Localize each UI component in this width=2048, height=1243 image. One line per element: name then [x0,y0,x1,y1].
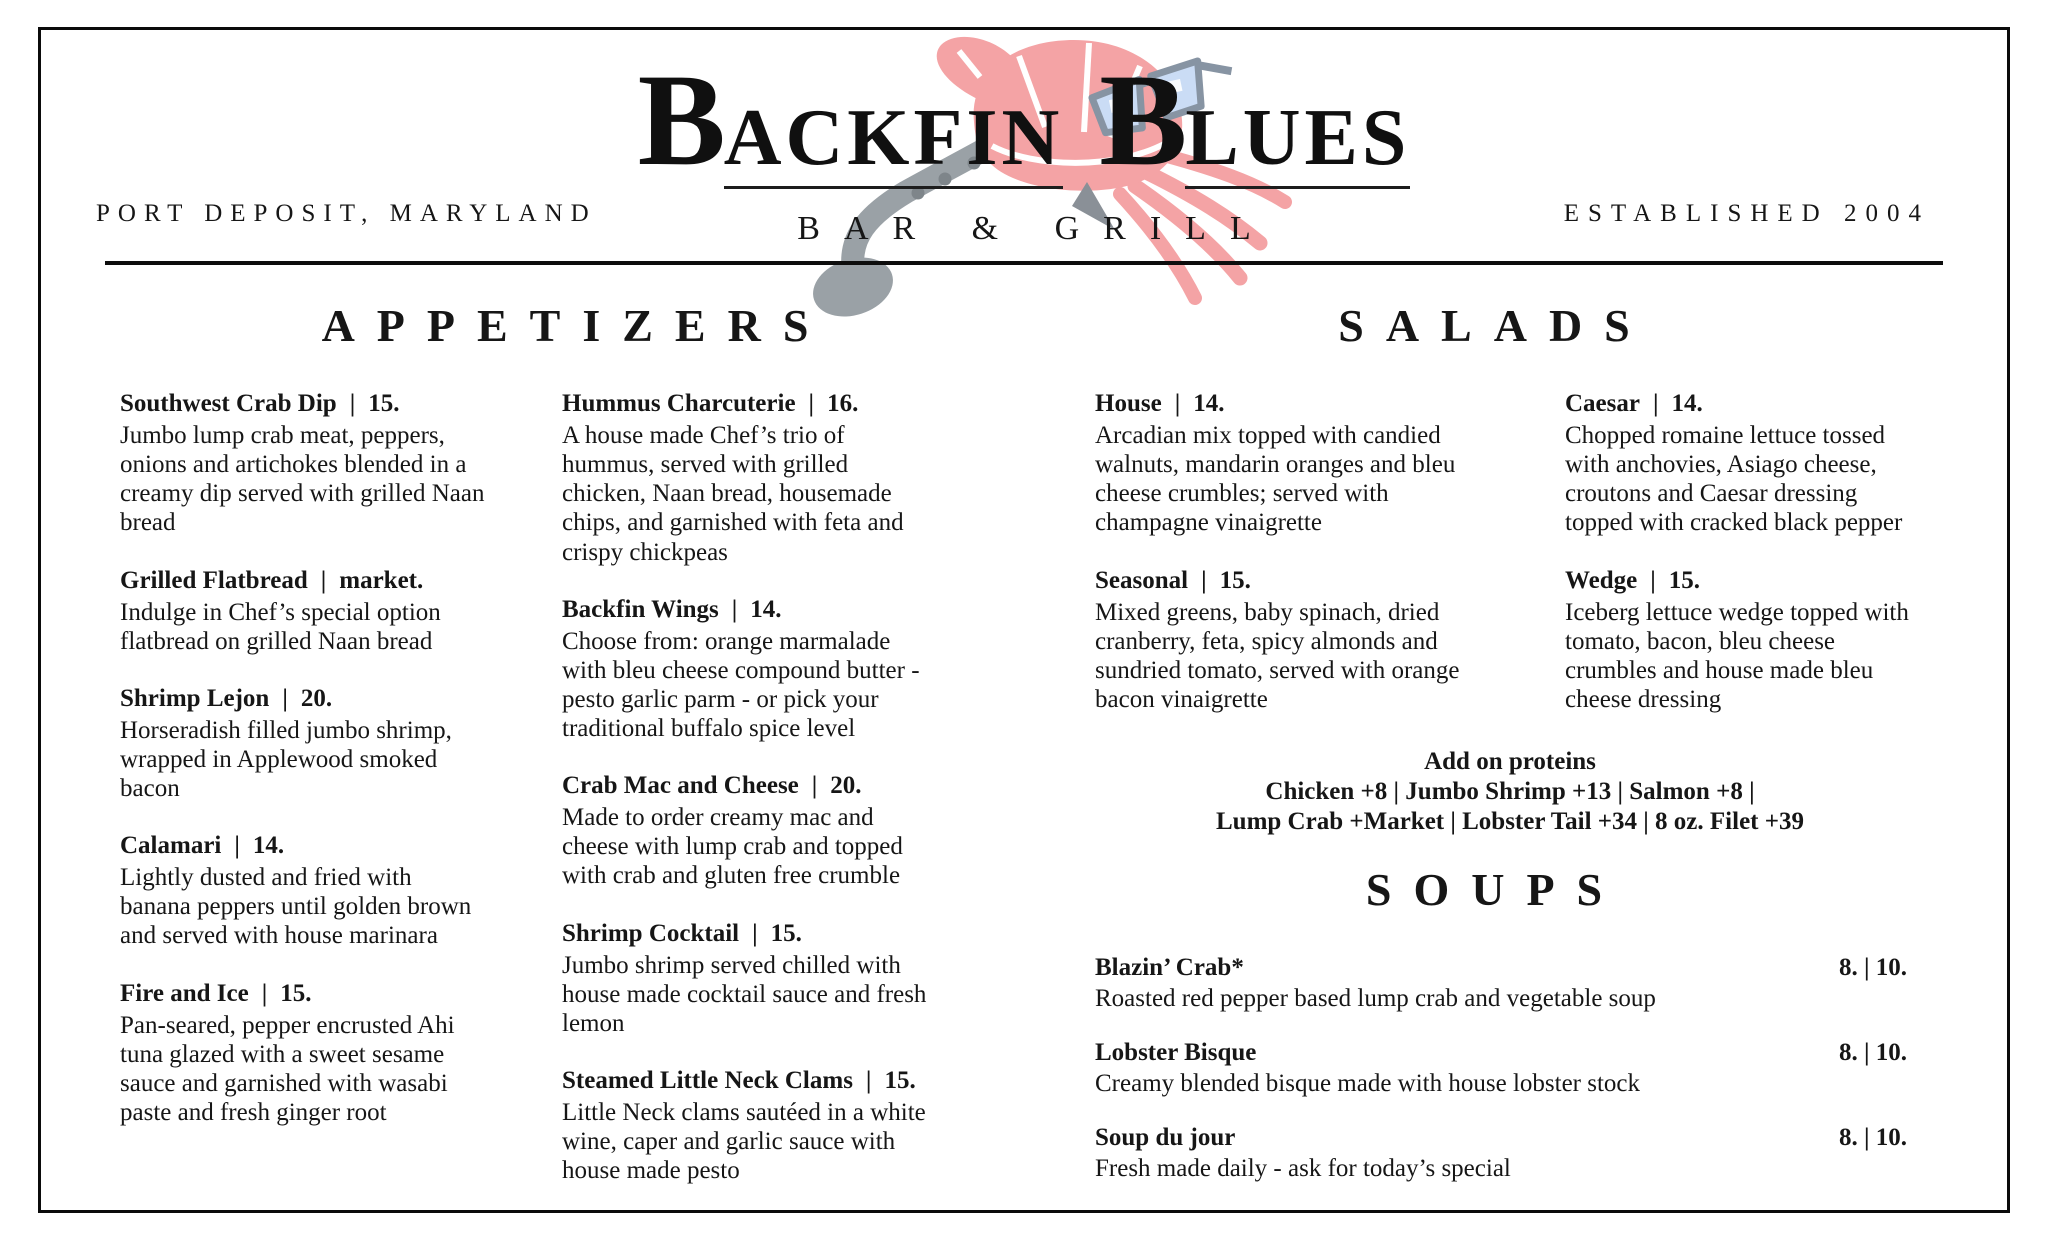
menu-item-separator: | [320,566,327,594]
menu-item-separator: | [234,832,240,860]
menu-item-header [120,832,485,860]
established-text: ESTABLISHED 2004 [1563,200,1930,227]
menu-item [120,980,485,1128]
menu-item-price: market. [339,566,424,594]
menu-item-separator: | [808,390,815,417]
menu-item-name: Crab Mac and Cheese [562,772,799,800]
menu-item-price: 14. [252,832,285,860]
soup-item-name: Blazin’ Crab* [1095,954,1244,981]
menu-item-price: 15. [1668,566,1700,594]
menu-item [1565,567,1910,715]
menu-item [562,390,930,567]
salads-title: SALADS [1338,300,1652,351]
menu-item-header [120,980,485,1008]
soup-item-description: Roasted red pepper based lump crab and vegetable soup [1095,985,1656,1012]
salads-soups-section [1024,285,1944,1209]
logo-word: ACKFIN [724,98,1064,189]
menu-item-separator: | [1174,390,1181,417]
menu-item-separator: | [865,1066,872,1094]
menu-item-description: A house made Chef’s trio of hummus, served with grilled chicken, Naan bread, housemade chips, and garnished with feta and crispy chickpeas [562,422,904,566]
menu-item-description: Indulge in Chef’s special option flatbread on grilled Naan bread [120,598,441,655]
menu-item-header [1095,567,1460,595]
menu-item-price: 15. [368,390,400,417]
menu-item-name: Shrimp Lejon [120,684,270,712]
menu-item-description: Pan-seared, pepper encrusted Ahi tuna glazed with a sweet sesame sauce and garnished with wasabi paste and fresh ginger root [120,1011,455,1126]
menu-item-separator: | [1650,566,1656,594]
appetizers-columns [105,390,1025,1214]
appetizers-column-1 [120,390,485,1214]
menu-item-name: Hummus Charcuterie [562,390,796,417]
soup-item-name: Soup du jour [1095,1124,1236,1151]
menu-item-price: 14. [1671,390,1703,417]
menu-item [1095,390,1460,538]
menu-item-separator: | [349,390,356,417]
menu-item-name: Caesar [1565,390,1640,417]
menu-item-name: Shrimp Cocktail [562,919,740,947]
appetizers-title: APPETIZERS [321,300,831,351]
logo-title [554,46,1494,196]
menu-item-price: 15. [884,1066,916,1094]
menu-item-header [562,1067,930,1095]
menu-item-price: 14. [1193,390,1225,417]
menu-item-header [1565,390,1910,418]
salads-column-1 [1095,390,1460,743]
menu-item [1565,390,1910,538]
logo-letter: B [1099,46,1188,193]
menu-item-description: Horseradish filled jumbo shrimp, wrapped in Applewood smoked bacon [120,716,452,802]
soups-title: SOUPS [1365,864,1625,915]
menu-item-description: Mixed greens, baby spinach, dried cranberry, feta, spicy almonds and sundried tomato, served with orange bacon vinaigrette [1095,598,1460,713]
soups-list [1095,954,1907,1183]
menu-item [120,832,485,950]
menu-item-description: Little Neck clams sautéed in a white wine, caper and garlic sauce with house made pesto [562,1098,926,1185]
menu-item-separator: | [811,772,818,800]
menu-item-header [562,596,930,624]
soup-item-name: Lobster Bisque [1095,1039,1257,1066]
menu-item-header [562,390,930,418]
logo-letter: B [637,46,726,193]
menu-item-name: Backfin Wings [562,595,719,623]
soup-item-price: 8. | 10. [1838,1124,1907,1151]
addon-proteins-title: Add on proteins [1424,748,1596,775]
menu-item-description: Arcadian mix topped with candied walnuts, mandarin oranges and bleu cheese crumbles; served with champagne vinaigrette [1095,422,1456,537]
appetizers-column-2 [562,390,930,1214]
menu-item-name: Steamed Little Neck Clams [562,1066,853,1094]
menu-item-separator: | [1201,566,1207,594]
soup-item-header [1095,954,1907,982]
menu-item-price: 15. [1219,566,1251,594]
menu-item-separator: | [282,684,288,712]
menu-item-name: Southwest Crab Dip [120,390,337,417]
menu-item-header [562,920,930,948]
menu-item [120,390,485,538]
menu-item-description: Chopped romaine lettuce tossed with anchovies, Asiago cheese, croutons and Caesar dressing topped with cracked black pepper [1565,422,1903,537]
soup-item [1095,1039,1907,1098]
soup-item-price: 8. | 10. [1838,1039,1907,1066]
appetizers-section [105,285,1025,1214]
menu-item [120,567,485,656]
menu-item-price: 16. [827,390,859,417]
menu-item-separator: | [1652,390,1659,417]
menu-item [1095,567,1460,715]
menu-item [562,772,930,890]
menu-item-header [1095,390,1460,418]
salads-columns [1024,390,1944,743]
menu-item-header [120,685,485,713]
header-divider [105,261,1943,265]
soup-item-header [1095,1124,1907,1152]
menu-item [562,920,930,1038]
addon-proteins-line: Chicken +8 | Jumbo Shrimp +13 | Salmon +8 | [1265,778,1755,805]
menu-item-price: 14. [750,595,782,623]
menu-item-description: Choose from: orange marmalade with bleu cheese compound butter - pesto garlic parm - or pick your traditional buffalo spice level [562,627,920,742]
soup-item [1095,1124,1907,1183]
menu-item-description: Jumbo lump crab meat, peppers, onions and artichokes blended in a creamy dip served with grilled Naan bread [120,422,485,537]
soup-item-header [1095,1039,1907,1067]
addon-proteins-line: Lump Crab +Market | Lobster Tail +34 | 8 oz. Filet +39 [1215,808,1804,835]
menu-item-header [1565,567,1910,595]
menu-item-price: 20. [830,772,862,800]
logo-subtitle: BAR & GRILL [797,210,1275,247]
menu-item-description: Made to order creamy mac and cheese with lump crab and topped with crab and gluten free crumble [562,804,903,890]
menu-item-name: Seasonal [1095,566,1189,594]
logo-word: LUES [1185,98,1410,189]
menu-item-name: Fire and Ice [120,979,249,1007]
menu-item-price: 20. [300,684,333,712]
menu-item-separator: | [261,979,268,1007]
menu-item-header [562,772,930,800]
soup-item [1095,954,1907,1013]
menu-item [562,596,930,744]
menu-item-description: Lightly dusted and fried with banana peppers until golden brown and served with house marinara [120,864,472,950]
menu-item-separator: | [731,595,738,623]
menu-item-header [120,390,485,418]
menu-item-price: 15. [770,919,802,947]
location-text: PORT DEPOSIT, MARYLAND [96,200,597,227]
menu-item-name: Grilled Flatbread [120,566,308,594]
soup-item-description: Creamy blended bisque made with house lobster stock [1095,1070,1641,1097]
soup-item-description: Fresh made daily - ask for today’s special [1095,1155,1511,1182]
menu-item [120,685,485,803]
menu-item-description: Iceberg lettuce wedge topped with tomato, bacon, bleu cheese crumbles and house made bleu cheese dressing [1565,598,1909,713]
menu-item-price: 15. [280,979,312,1007]
menu-item-header [120,567,485,595]
menu-item-name: Calamari [120,832,222,860]
restaurant-logo [554,36,1494,266]
menu-item-separator: | [752,919,758,947]
menu-item [562,1067,930,1185]
salads-column-2 [1565,390,1910,743]
addon-proteins [1024,747,1925,837]
menu-item-name: House [1095,390,1162,417]
menu-item-description: Jumbo shrimp served chilled with house made cocktail sauce and fresh lemon [562,951,927,1037]
menu-item-name: Wedge [1565,566,1638,594]
soup-item-price: 8. | 10. [1838,954,1907,981]
